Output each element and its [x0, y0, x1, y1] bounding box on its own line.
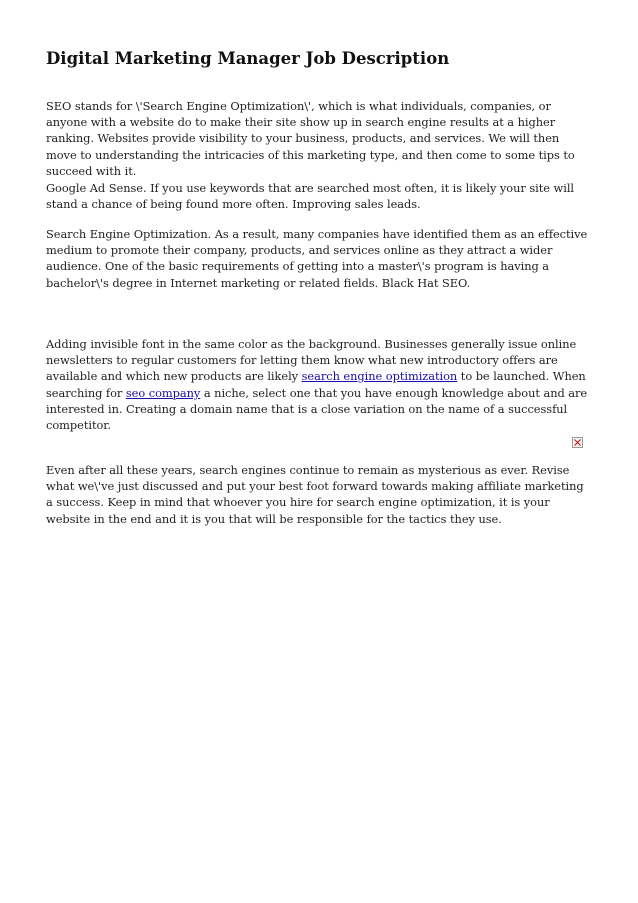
paragraph-text: a niche, select one that you have enough knowledge about and are interested in. Creating a domain name that is a close variation on the name of a successful competitor. — [46, 385, 588, 433]
paragraph-seo-intro: SEO stands for \'Search Engine Optimization\', which is what individuals, companies, or anyone with a website do to make their site show up in search engine results at a higher ranking. Websites provide visibility to your business, products, and services. We will then move to understanding the intricacies of this marketing type, and then come to some tips to succeed with it. — [46, 99, 575, 178]
broken-image-x-icon — [574, 439, 581, 446]
paragraph-invisible-font — [46, 336, 592, 433]
paragraph-text: to be launched. When searching for — [46, 369, 586, 400]
paragraph-google-ad-sense: Google Ad Sense. If you use keywords that are searched most often, it is likely your site will stand a chance of being found more often. Improving sales leads. — [46, 181, 575, 212]
link-seo-company[interactable]: seo company — [125, 385, 201, 400]
paragraph-search-engines-mysterious: Even after all these years, search engines continue to remain as mysterious as ever. Revise what we\'ve just discussed and put your best foot forward towards making affiliate marketing a success. Keep in mind that whoever you hire for search engine optimization, it is your website in the end and it is you that will be responsible for the tactics they use. — [46, 463, 584, 526]
paragraph-text: Adding invisible font in the same color as the background. Businesses generally issue online newsletters to regular customers for letting them know what new introductory offers are available and which new products are likely — [46, 337, 577, 384]
broken-image-icon — [572, 437, 583, 448]
link-search-engine-optimization[interactable]: search engine optimization — [301, 369, 458, 384]
paragraph-search-engine-optimization: Search Engine Optimization. As a result, many companies have identified them as an effective medium to promote their company, products, and services online as they attract a wider audience. One of the basic requirements of getting into a master\'s program is having a bachelor\'s degree in Internet marketing or related fields. Black Hat SEO. — [46, 227, 588, 290]
document-title: Digital Marketing Manager Job Description — [46, 49, 450, 68]
